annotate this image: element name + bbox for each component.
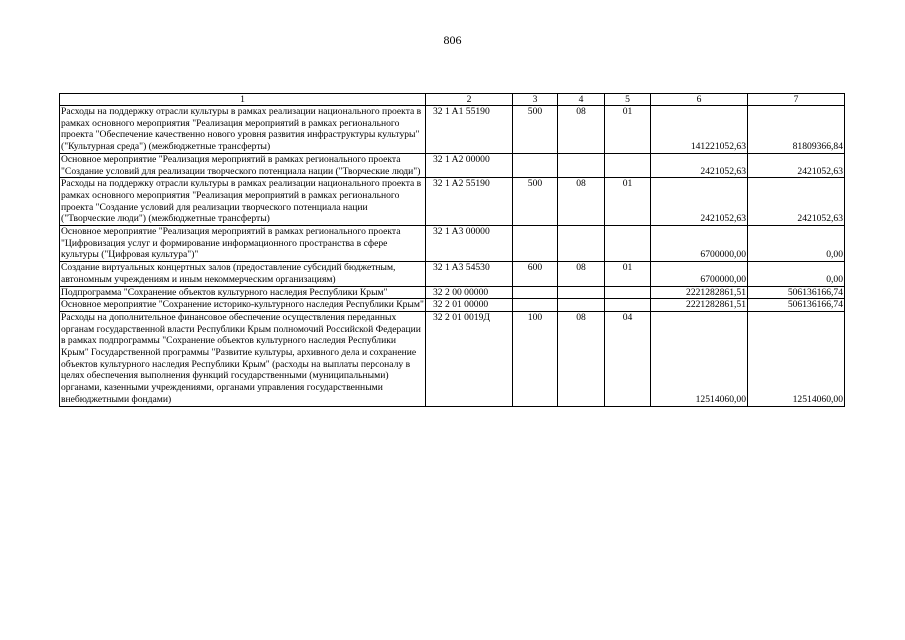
row-rz: 08 [558,262,605,286]
table-row [60,178,845,226]
row-vr: 500 [513,106,558,154]
row-sum-1: 141221052,63 [651,106,748,154]
row-pr: 01 [605,106,651,154]
row-vr [513,153,558,177]
row-sum-2: 0,00 [748,262,845,286]
row-name: Создание виртуальных концертных залов (предоставление субсидий бюджетным, автономным учреждениям и иным некоммерческим организациям) [60,262,426,286]
header-col-1: 1 [60,94,426,106]
row-pr [605,286,651,299]
row-sum-1: 6700000,00 [651,226,748,262]
row-pr [605,153,651,177]
row-code: 32 1 A3 54530 [426,262,513,286]
table-row [60,299,845,312]
table-row [60,262,845,286]
row-name: Основное мероприятие "Реализация мероприятий в рамках регионального проекта "Цифровизация услуг и формирование информационного пространства в сфере культуры ("Цифровая культура")" [60,226,426,262]
row-vr [513,226,558,262]
header-col-2: 2 [426,94,513,106]
header-col-4: 4 [558,94,605,106]
row-code: 32 2 01 00000 [426,299,513,312]
row-vr: 500 [513,178,558,226]
row-rz [558,286,605,299]
row-sum-1: 12514060,00 [651,311,748,406]
row-name: Основное мероприятие "Сохранение историко-культурного наследия Республики Крым" [61,299,424,311]
row-sum-2: 2421052,63 [748,153,845,177]
row-code: 32 1 A2 55190 [426,178,513,226]
row-code: 32 1 A1 55190 [426,106,513,154]
row-rz [558,226,605,262]
header-col-5: 5 [605,94,651,106]
table-row [60,106,845,154]
row-sum-2: 81809366,84 [748,106,845,154]
row-vr: 600 [513,262,558,286]
header-row [60,94,845,106]
row-code: 32 1 A2 00000 [426,153,513,177]
row-sum-1: 6700000,00 [651,262,748,286]
row-sum-2: 12514060,00 [748,311,845,406]
row-name: Расходы на поддержку отрасли культуры в рамках реализации национального проекта в рамках основного мероприятия "Реализация мероприятий в рамках регионального проекта "Обеспечение качественно нового уровня развития инфраструктуры культуры" ("Культурная среда") (межбюджетные трансферты) [60,106,426,154]
row-rz [558,153,605,177]
table-row [60,286,845,299]
row-vr: 100 [513,311,558,406]
table-row [60,311,845,406]
row-name: Основное мероприятие "Реализация мероприятий в рамках регионального проекта "Создание условий для реализации творческого потенциала нации ("Творческие люди") [60,153,426,177]
row-rz [558,299,605,312]
row-sum-1: 2421052,63 [651,178,748,226]
budget-table [59,93,845,407]
row-sum-2: 506136166,74 [748,286,845,299]
row-pr: 04 [605,311,651,406]
row-name: Расходы на дополнительное финансовое обеспечение осуществления переданных органам государственной власти Республики Крым полномочий Российской Федерации в рамках подпрограммы "Сохранение объектов культурного наследия Республики Крым" Государственной программы "Развитие культуры, архивного дела и сохранение объектов культурного наследия Республики Крым" (расходы на выплаты персоналу в целях обеспечения выполнения функций государственными (муниципальными) органами, казенными учреждениями, органами управления государственными внебюджетными фондами) [60,311,426,406]
row-code: 32 1 A3 00000 [426,226,513,262]
header-col-7: 7 [748,94,845,106]
row-sum-1: 2421052,63 [651,153,748,177]
header-col-3: 3 [513,94,558,106]
row-rz: 08 [558,311,605,406]
row-sum-1: 2221282861,51 [651,299,748,312]
row-pr [605,226,651,262]
page-number: 806 [443,33,462,47]
table-row [60,153,845,177]
row-sum-2: 506136166,74 [748,299,845,312]
row-name: Расходы на поддержку отрасли культуры в рамках реализации национального проекта в рамках основного мероприятия "Реализация мероприятий в рамках регионального проекта "Создание условий для реализации творческого потенциала нации ("Творческие люди") (межбюджетные трансферты) [60,178,426,226]
row-sum-2: 0,00 [748,226,845,262]
row-pr: 01 [605,178,651,226]
row-sum-2: 2421052,63 [748,178,845,226]
row-code: 32 2 00 00000 [426,286,513,299]
row-sum-1: 2221282861,51 [651,286,748,299]
row-name: Подпрограмма "Сохранение объектов культурного наследия Республики Крым" [60,286,426,299]
table-row [60,226,845,262]
row-vr [513,286,558,299]
row-pr: 01 [605,262,651,286]
row-vr [513,299,558,312]
header-col-6: 6 [651,94,748,106]
row-code: 32 2 01 0019Д [426,311,513,406]
row-rz: 08 [558,106,605,154]
row-rz: 08 [558,178,605,226]
row-pr [605,299,651,312]
